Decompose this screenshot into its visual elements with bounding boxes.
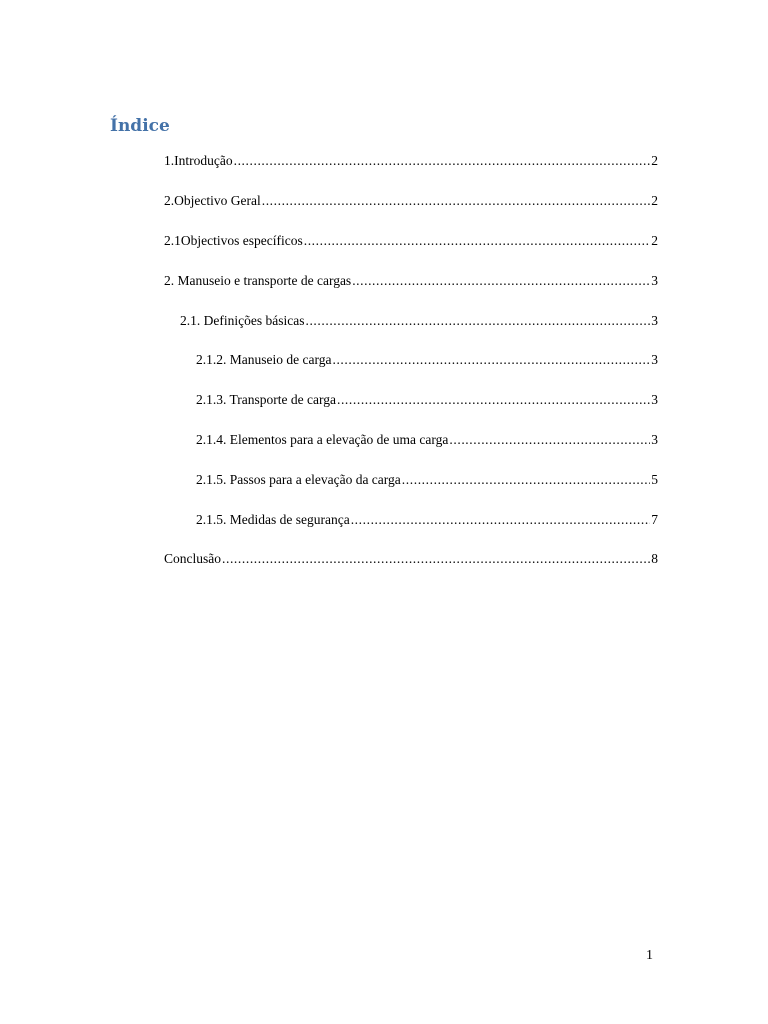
toc-entry-page: 5 xyxy=(651,472,658,487)
toc-entry-title: 2.1Objectivos específicos xyxy=(164,233,303,248)
toc-entry[interactable] xyxy=(164,270,658,292)
toc-entry-title: 2.1.3. Transporte de carga xyxy=(196,392,336,407)
toc-entry-title: 2.1.5. Medidas de segurança xyxy=(196,512,350,527)
toc-entry-page: 3 xyxy=(651,273,658,288)
toc-entry[interactable] xyxy=(164,190,658,212)
toc-entry-title: 2. Manuseio e transporte de cargas xyxy=(164,273,352,288)
toc-entry-page: 7 xyxy=(651,512,658,527)
toc-dot-leader xyxy=(449,429,650,451)
toc-dot-leader xyxy=(305,310,650,332)
toc-entry[interactable] xyxy=(180,310,658,332)
toc-entry[interactable] xyxy=(196,389,658,411)
toc-entry[interactable] xyxy=(164,150,658,172)
toc-entry-page: 3 xyxy=(651,432,658,447)
toc-entry-title: 2.1. Definições básicas xyxy=(180,313,305,328)
toc-entry-page: 2 xyxy=(651,193,658,208)
toc-dot-leader xyxy=(234,150,651,172)
toc-dot-leader xyxy=(402,469,650,491)
toc-entry[interactable] xyxy=(196,429,658,451)
toc-dot-leader xyxy=(352,270,650,292)
toc-entry-page: 3 xyxy=(651,352,658,367)
toc-entry[interactable] xyxy=(196,469,658,491)
toc-dot-leader xyxy=(262,190,651,212)
toc-entry-page: 2 xyxy=(651,153,658,168)
toc-heading: Índice xyxy=(110,116,170,136)
toc-entry[interactable] xyxy=(164,230,658,252)
page-number: 1 xyxy=(646,948,653,963)
toc-entry-page: 3 xyxy=(651,313,658,328)
toc-entry[interactable] xyxy=(164,548,658,570)
toc-entry-title: 1.Introdução xyxy=(164,153,233,168)
toc-entry-title: Conclusão xyxy=(164,551,221,566)
toc-dot-leader xyxy=(332,349,650,371)
toc-dot-leader xyxy=(304,230,651,252)
toc-entry-page: 3 xyxy=(651,392,658,407)
toc-entry-title: 2.1.5. Passos para a elevação da carga xyxy=(196,472,401,487)
toc-entry-title: 2.Objectivo Geral xyxy=(164,193,261,208)
toc-dot-leader xyxy=(222,548,650,570)
toc-entry-page: 8 xyxy=(651,551,658,566)
toc-entry[interactable] xyxy=(196,349,658,371)
toc-dot-leader xyxy=(351,509,651,531)
toc-entry-title: 2.1.4. Elementos para a elevação de uma carga xyxy=(196,432,449,447)
toc-entry-title: 2.1.2. Manuseio de carga xyxy=(196,352,332,367)
toc-entry[interactable] xyxy=(196,509,658,531)
toc-dot-leader xyxy=(337,389,650,411)
toc-entry-page: 2 xyxy=(651,233,658,248)
